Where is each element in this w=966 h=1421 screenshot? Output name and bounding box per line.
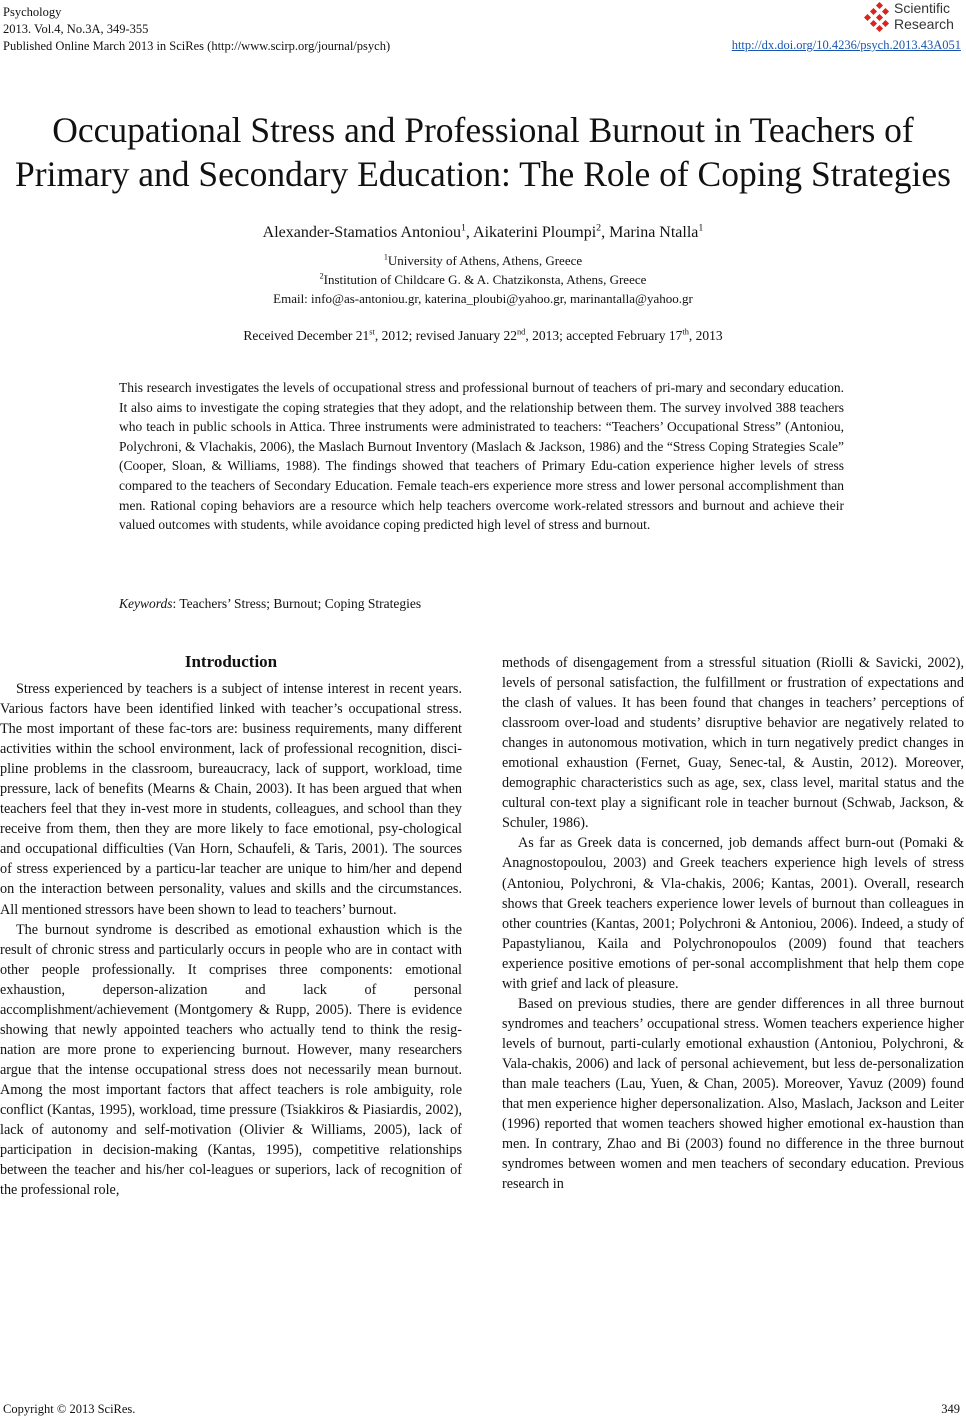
paragraph: The burnout syndrome is described as emotional exhaustion which is the result of chronic stress and particularly occurs in people who are in contact with other people professionally. It comprises three components: emotional exhaustion, deperson-alization and lack of personal accomplishment/achievement (Montgomery & Rupp, 2005). There is evidence showing that newly appointed teachers who actually tend to think the resig-nation are more prone to experiencing burnout. However, many researchers argue that the intense occupational stress does not necessarily mean burnout. Among the most important factors that affect teachers is role ambiguity, role conflict (Kantas, 1995), workload, time pressure (Tsiakkiros & Piasiardis, 2002), lack of autonomy and self-motivation (Olivier & Williams, 2005), lack of participation in decision-making (Kantas, 1995), competitive relationships between the teacher and his/her col-leagues or superiors, lack of recognition of the professional role, — [0, 921, 462, 1199]
author-affil-sup: 1 — [460, 222, 466, 234]
doi-link[interactable]: http://dx.doi.org/10.4236/psych.2013.43A051 — [731, 38, 961, 52]
ordinal-sup: st — [369, 327, 375, 337]
keywords-list: : Teachers’ Stress; Burnout; Coping Strategies — [172, 596, 422, 611]
journal-header — [3, 4, 390, 55]
affil-text: Institution of Childcare G. & A. Chatzikonsta, Athens, Greece — [323, 272, 647, 287]
affil-text: University of Athens, Athens, Greece — [387, 253, 583, 268]
keywords-label: Keywords — [119, 596, 173, 611]
copyright: Copyright © 2013 SciRes. — [3, 1402, 136, 1416]
journal-volume: 2013. Vol.4, No.3A, 349-355 — [3, 22, 149, 36]
paragraph: As far as Greek data is concerned, job demands affect burn-out (Pomaki & Anagnostopoulou, 2003) and Greek teachers experience high levels of stress (Antoniou, Polychroni, & Vla-chakis, 2006; Kantas, 2001). Overall, research shows that Greek teachers experience lower levels of burnout than colleagues in other countries (Kantas, 2001; Polychroni & Antoniou, 2006). Indeed, a study of Papastylianou, Kaila and Polychronopoulos (2009) found that teachers experience positive emotions of per-sonal accomplishment that help them cope with grief and lack of pleasure. — [502, 835, 964, 992]
title-line-2: Primary and Secondary Education: The Role of Coping Strategies — [15, 154, 951, 194]
logo-diamond-icon — [864, 2, 894, 32]
paragraph: Based on previous studies, there are gender differences in all three burnout syndromes and teachers’ occupational stress. Women teachers experience higher levels of burnout, parti-cularly emotional exhaustion (Antoniou, Polychroni, & Vala-chakis, 2006) and lack of personal achievement, but less de-personalization than male teachers (Lau, Yuen, & Chan, 2005). Moreover, Yavuz (2009) found that men experience higher depersonalization. Also, Maslach, Jackson and Leiter (1996) reported that women teachers showed higher emotional ex-haustion than men. In contrary, Zhao and Bi (2003) found no difference in the three burnout syndromes between women and men teachers of secondary education. Previous research in — [502, 995, 964, 1193]
abstract: This research investigates the levels of occupational stress and professional burnout of teachers of pri-mary and secondary education. It also aims to investigate the coping strategies that they adopt, and the relationship between them. The survey involved 388 teachers who teach in public schools in Attica. Three instruments were administrated to teachers: “Teachers’ Occupational Stress” (Antoniou, Polychroni, & Vlachakis, 2006), the Maslach Burnout Inventory (Maslach & Jackson, 1986) and the “Stress Coping Strategies Scale” (Cooper, Sloan, & Williams, 1988). The findings showed that teachers of Primary Edu-cation experience higher levels of stress compared to the teachers of Secondary Education. Female teach-ers experience more stress and lower personal accomplishment than men. Rational coping behaviors are a resource which help teachers overcome work-related stressors and burnout and achieve their valued outcomes with students, while avoidance coping predicted high level of stress and burnout. — [119, 380, 844, 533]
title-line-1: Occupational Stress and Professional Burnout in Teachers of — [52, 110, 914, 150]
affiliation-2 — [0, 272, 966, 288]
received-dates — [0, 328, 966, 344]
author-name: , Aikaterini Ploumpi — [465, 224, 597, 241]
journal-published: Published Online March 2013 in SciRes (http://www.scirp.org/journal/psych) — [3, 39, 391, 53]
affil-sup: 2 — [319, 271, 324, 281]
paper-title — [0, 108, 966, 196]
ordinal-sup: nd — [516, 327, 526, 337]
keywords — [119, 596, 421, 612]
scientific-research-logo — [864, 0, 960, 36]
revised-text: , 2012; revised January 22 — [374, 328, 517, 343]
author-affil-sup: 2 — [596, 222, 602, 234]
author-name: , Marina Ntalla — [601, 224, 699, 241]
affiliation-1 — [0, 253, 966, 269]
right-column — [502, 653, 964, 1194]
author-emails: Email: info@as-antoniou.gr, katerina_ploubi@yahoo.gr, marinantalla@yahoo.gr — [273, 291, 693, 306]
journal-name: Psychology — [3, 5, 62, 19]
authors — [0, 224, 966, 242]
logo-text-line1: Scientific — [894, 0, 951, 16]
author-name: Alexander-Stamatios Antoniou — [262, 224, 461, 241]
paragraph: methods of disengagement from a stressful situation (Riolli & Savicki, 2002), levels of personal satisfaction, the fulfillment or frustration of expectations and the clash of values. It has been found that changes in teachers’ perceptions of classroom over-load and students’ disruptive behavior are negatively related to changes in autonomous motivation, which in turn negatively predict changes in emotional exhaustion (Fernet, Guay, Senec-tal, & Austin, 2012). Moreover, demographic characteristics such as age, sex, class level, marital status and the cultural con-text play a significant role in teacher burnout (Schwab, Jackson, & Schuler, 1986). — [502, 655, 964, 832]
affil-sup: 1 — [383, 252, 388, 262]
left-column — [0, 650, 462, 1200]
received-text: Received December 21 — [243, 328, 370, 343]
logo-text-line2: Research — [894, 16, 954, 32]
accepted-text: , 2013; accepted February 17 — [525, 328, 683, 343]
page-number: 349 — [941, 1402, 960, 1416]
ordinal-sup: th — [682, 327, 689, 337]
author-affil-sup: 1 — [698, 222, 704, 234]
year-text: , 2013 — [688, 328, 723, 343]
paragraph: Stress experienced by teachers is a subject of intense interest in recent years. Various factors have been identified linked with teacher’s occupational stress. The most important of these fac-tors are: business requirements, many different activities within the school environment, lack of professional recognition, disci-pline problems in the classroom, bureaucracy, lack of support, workload, time pressure, lack of benefits (Mearns & Chain, 2003). It has been argued that when teachers feel that they in-vest more in students, colleagues, and school than they receive from them, then they are more likely to face emotional, psy-chological and occupational difficulties (Van Horn, Schaufeli, & Taris, 2001). The sources of stress experienced by a particu-lar teacher are unique to him/her and depend on the interaction between personality, values and skills and the circumstances. All mentioned stressors have been shown to lead to teachers’ burnout. — [0, 681, 462, 918]
section-heading-introduction: Introduction — [184, 652, 278, 671]
